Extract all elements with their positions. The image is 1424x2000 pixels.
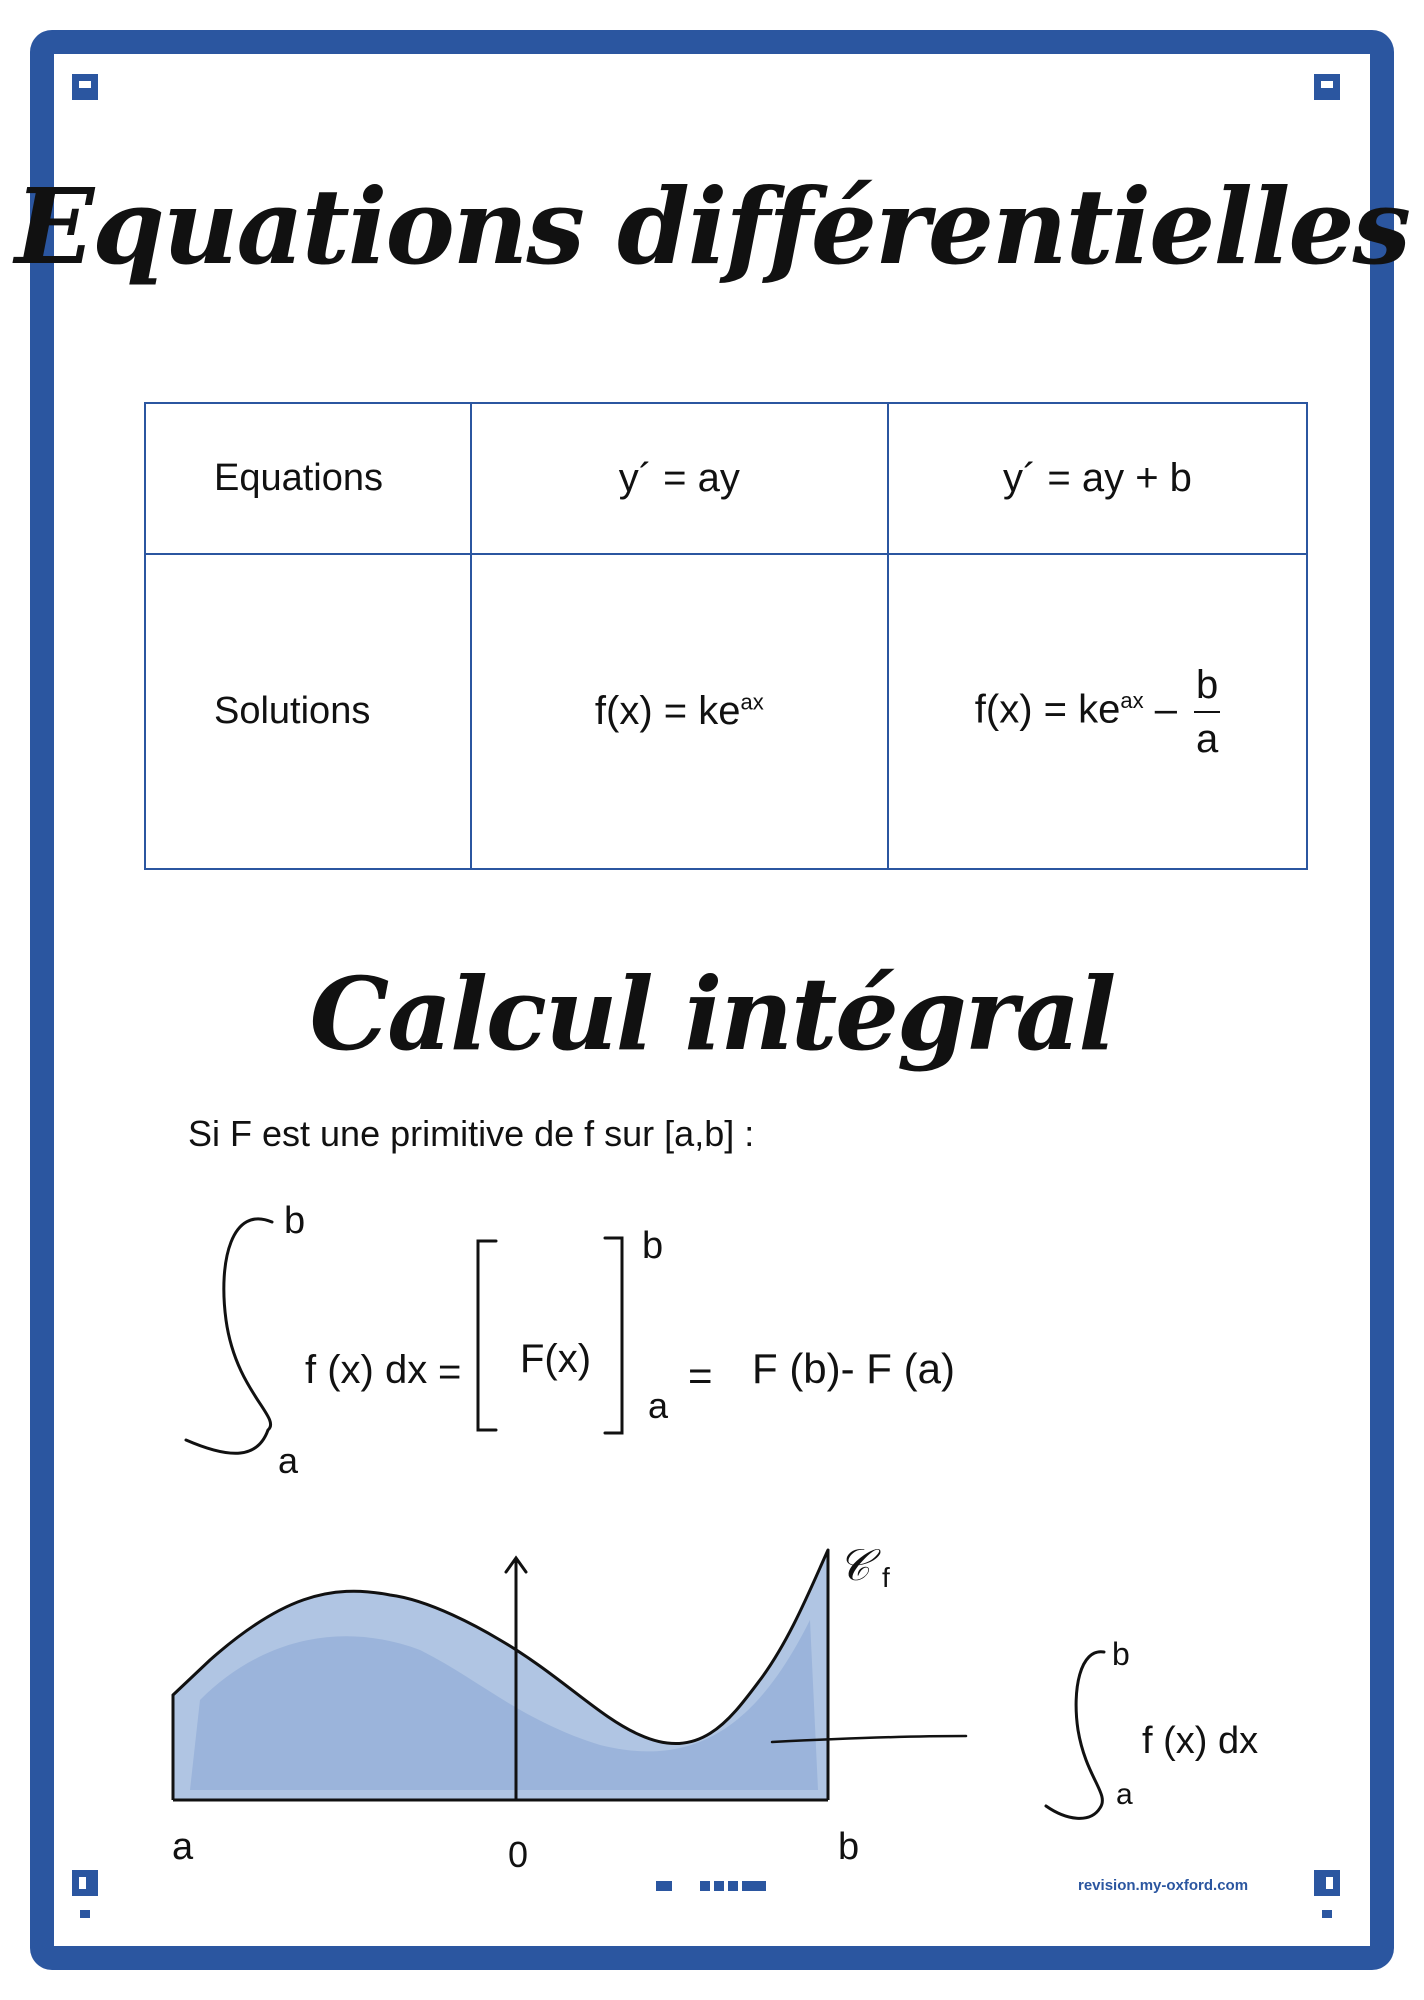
side-integral-integrand: f (x) dx xyxy=(1142,1720,1259,1762)
integral-lower-bound: a xyxy=(278,1440,299,1481)
antiderivative: F(x) xyxy=(520,1337,592,1381)
integral-equals-2: = xyxy=(688,1352,713,1399)
solution-homogeneous-base: f(x) = ke xyxy=(594,689,741,734)
integral-result: F (b)- F (a) xyxy=(752,1345,955,1392)
side-integral-upper: b xyxy=(1112,1636,1130,1672)
solution-affine-base: f(x) = ke xyxy=(974,687,1121,732)
title-equations: Equations différentielles xyxy=(14,165,1410,288)
row-label-equations: Equations xyxy=(145,403,471,554)
curve-label-subscript: f xyxy=(882,1562,890,1593)
curve-label: 𝒞 xyxy=(838,1540,871,1591)
bracket-upper-bound: b xyxy=(642,1225,664,1267)
bracket-lower-bound: a xyxy=(648,1385,669,1426)
fraction-denominator: a xyxy=(1195,716,1219,761)
integral-integrand: f (x) dx xyxy=(305,1348,428,1392)
solution-affine-minus: – xyxy=(1154,687,1177,732)
fraction-numerator: b xyxy=(1195,662,1219,707)
footer-url[interactable]: revision.my-oxford.com xyxy=(1078,1877,1249,1894)
x-label-origin: 0 xyxy=(508,1834,529,1875)
side-integral-lower: a xyxy=(1116,1778,1133,1811)
x-label-a: a xyxy=(172,1826,194,1868)
solution-affine-exp: ax xyxy=(1120,687,1144,713)
row-label-solutions: Solutions xyxy=(145,554,471,869)
solution-homogeneous-exp: ax xyxy=(740,689,764,715)
integral-equals-1: = xyxy=(438,1350,462,1394)
equation-homogeneous: y´ = ay xyxy=(471,403,888,554)
title-integral: Calcul intégral xyxy=(309,955,1115,1073)
x-label-b: b xyxy=(838,1826,860,1868)
equation-affine: y´ = ay + b xyxy=(888,403,1307,554)
integral-upper-bound: b xyxy=(284,1200,306,1242)
integral-intro-text: Si F est une primitive de f sur [a,b] : xyxy=(188,1113,755,1154)
